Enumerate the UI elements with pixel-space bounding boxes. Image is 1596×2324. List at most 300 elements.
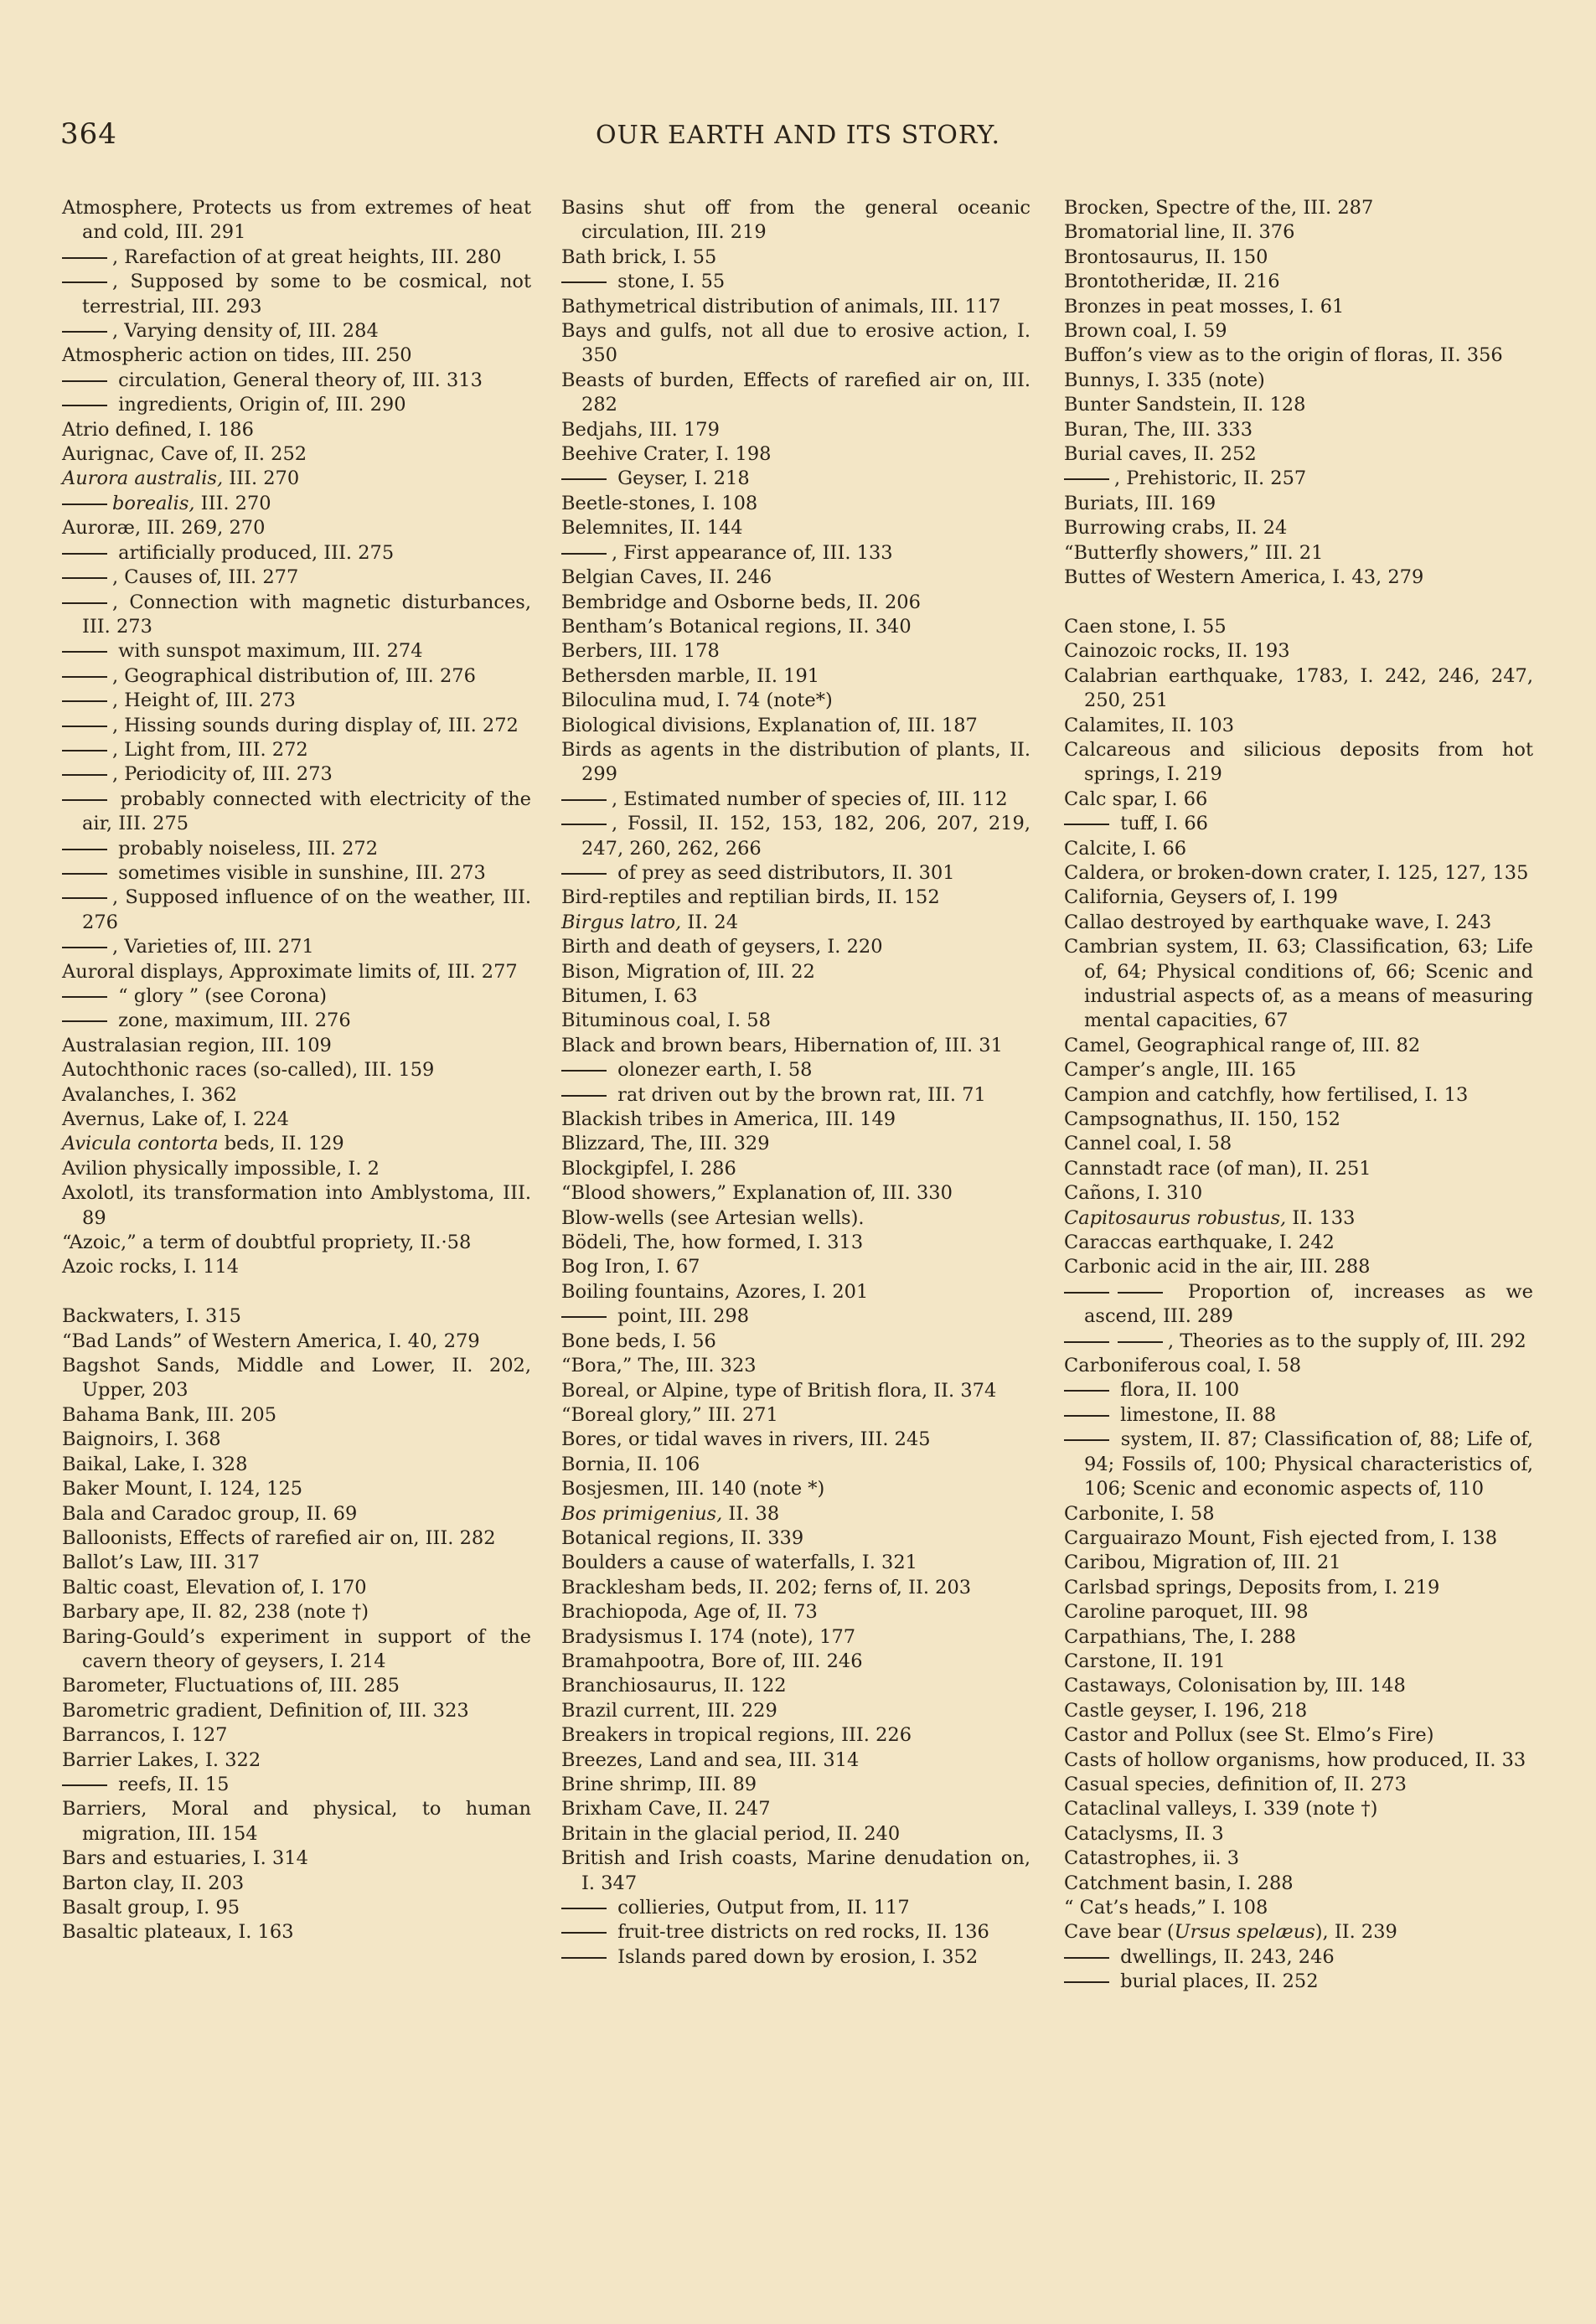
- italic-term: Aurora australis,: [62, 467, 224, 490]
- entry-text: Basins shut off from the general oceanic circulation, III. 219: [561, 197, 1030, 244]
- index-entry: [561, 1453, 1030, 1477]
- entry-text: of prey as seed distributors, II. 301: [612, 861, 955, 884]
- entry-text: ingredients, Origin of, III. 290: [112, 394, 406, 416]
- italic-term: Ursus spelæus: [1174, 1921, 1315, 1944]
- index-entry: [1064, 319, 1533, 343]
- index-entry: [62, 1920, 531, 1944]
- ditto-dash: [1118, 1292, 1163, 1294]
- index-entry: [1064, 1157, 1533, 1181]
- index-entry: [1064, 1551, 1533, 1575]
- index-entry: [62, 516, 531, 540]
- entry-text: Burial caves, II. 252: [1064, 443, 1257, 466]
- index-entry: [561, 1674, 1030, 1698]
- entry-text: Auroræ, III. 269, 270: [62, 517, 266, 540]
- index-entry: [561, 295, 1030, 319]
- index-entry: [62, 1009, 531, 1033]
- index-entry: [1064, 1206, 1533, 1231]
- index-entry: [561, 516, 1030, 540]
- italic-term: Birgus latro,: [561, 911, 682, 933]
- index-entry: [561, 1206, 1030, 1231]
- entry-text: Blackish tribes in America, III. 149: [561, 1108, 896, 1131]
- entry-text: Buriats, III. 169: [1064, 492, 1216, 514]
- ditto-dash: [561, 1070, 607, 1072]
- index-entry: [62, 714, 531, 738]
- entry-text: Barbary ape, II. 82, 238 (note †): [62, 1601, 369, 1624]
- entry-text: probably noiseless, III. 272: [112, 837, 379, 860]
- index-entry: [1064, 1403, 1533, 1428]
- index-entry: [1064, 1058, 1533, 1082]
- entry-text: artificially produced, III. 275: [112, 541, 395, 564]
- index-entry: [561, 1280, 1030, 1304]
- index-entry: [561, 639, 1030, 664]
- ditto-dash: [62, 257, 107, 259]
- entry-text: Boreal, or Alpine, type of British flora, II. 374: [561, 1379, 997, 1402]
- entry-text: Aurignac, Cave of, II. 252: [62, 443, 307, 466]
- entry-text: Brontotheridæ, II. 216: [1064, 271, 1280, 293]
- entry-text: “Azoic,” a term of doubtful propriety, II.·58: [62, 1232, 472, 1254]
- ditto-dash: [62, 774, 107, 776]
- entry-text: Casual species, definition of, II. 273: [1064, 1773, 1407, 1795]
- index-entry: [561, 1846, 1030, 1896]
- entry-text: Belgian Caves, II. 246: [561, 566, 772, 589]
- index-entry: [62, 369, 531, 393]
- entry-text: Caribou, Migration of, III. 21: [1064, 1552, 1341, 1574]
- index-entry: [1064, 220, 1533, 245]
- index-entry: [561, 1625, 1030, 1650]
- entry-text: , Theories as to the supply of, III. 292: [1168, 1330, 1526, 1352]
- entry-text: California, Geysers of, I. 199: [1064, 886, 1338, 909]
- index-entry: [1064, 1846, 1533, 1871]
- entry-text: , Prehistoric, II. 257: [1114, 467, 1307, 490]
- entry-text: Bitumen, I. 63: [561, 985, 698, 1007]
- ditto-dash: [1064, 1390, 1109, 1392]
- index-entry: [561, 1009, 1030, 1033]
- entry-text: Bog Iron, I. 67: [561, 1256, 700, 1278]
- index-entry: [62, 886, 531, 935]
- index-entry: [1064, 664, 1533, 714]
- entry-text: Blizzard, The, III. 329: [561, 1133, 770, 1155]
- index-entry: [561, 886, 1030, 910]
- ditto-dash: [561, 873, 607, 875]
- entry-text: Baring-Gould’s experiment in support of the cavern theory of geysers, I. 214: [62, 1625, 531, 1672]
- entry-text: , Supposed influence of on the weather, III. 276: [82, 886, 531, 933]
- entry-text: Beehive Crater, I. 198: [561, 443, 772, 466]
- index-entry: [1064, 1674, 1533, 1698]
- index-entry: [62, 1846, 531, 1871]
- index-entry: [561, 591, 1030, 615]
- entry-text: Backwaters, I. 315: [62, 1305, 241, 1328]
- entry-text: Calcite, I. 66: [1064, 837, 1187, 860]
- entry-text: , First appearance of, III. 133: [612, 541, 893, 564]
- index-entry: [62, 1083, 531, 1108]
- entry-text: Geyser, I. 218: [612, 467, 750, 490]
- ditto-dash: [1118, 1341, 1163, 1343]
- index-entry: [561, 984, 1030, 1009]
- index-entry: [62, 1625, 531, 1675]
- index-entry: [561, 812, 1030, 861]
- entry-text: Bedjahs, III. 179: [561, 418, 720, 441]
- index-entry: [1064, 1378, 1533, 1402]
- index-entry: [561, 738, 1030, 788]
- index-entry: [561, 1132, 1030, 1156]
- index-entry: [561, 1748, 1030, 1773]
- index-entry: [561, 467, 1030, 491]
- ditto-dash: [1064, 1439, 1109, 1441]
- entry-text: Camper’s angle, III. 165: [1064, 1059, 1297, 1082]
- ditto-dash: [62, 651, 107, 653]
- index-entry: [561, 418, 1030, 442]
- index-entry: [1064, 1723, 1533, 1748]
- entry-text: Atmosphere, Protects us from extremes of heat and cold, III. 291: [62, 197, 531, 244]
- index-entry: [561, 196, 1030, 245]
- entry-text: olonezer earth, I. 58: [612, 1059, 813, 1082]
- index-entry: [62, 738, 531, 762]
- entry-text: Ballot’s Law, III. 317: [62, 1552, 260, 1574]
- index-entry: [1064, 442, 1533, 467]
- entry-text: flora, II. 100: [1114, 1379, 1240, 1402]
- index-entry: [1064, 812, 1533, 836]
- ditto-dash: [62, 897, 107, 899]
- entry-text: Buffon’s view as to the origin of floras, II. 356: [1064, 344, 1503, 367]
- index-entry: [62, 319, 531, 343]
- entry-text: Branchiosaurus, II. 122: [561, 1675, 787, 1697]
- index-entry: [62, 1157, 531, 1181]
- entry-text: Biological divisions, Explanation of, III. 187: [561, 714, 978, 736]
- entry-text: Callao destroyed by earthquake wave, I. 243: [1064, 911, 1492, 933]
- ditto-dash: [561, 478, 607, 480]
- entry-text: Caldera, or broken-down crater, I. 125, 127, 135: [1064, 861, 1529, 884]
- entry-text: Breezes, Land and sea, III. 314: [561, 1748, 860, 1771]
- index-entry: [62, 1181, 531, 1231]
- entry-text: , Periodicity of, III. 273: [112, 763, 333, 786]
- entry-text: Bramahpootra, Bore of, III. 246: [561, 1650, 863, 1672]
- ditto-dash: [62, 750, 107, 751]
- entry-text: Beetle-stones, I. 108: [561, 492, 758, 514]
- index-entry: [561, 1797, 1030, 1821]
- index-entry: [1064, 935, 1533, 1034]
- index-entry: [1064, 196, 1533, 220]
- index-entry: [1064, 886, 1533, 910]
- ditto-dash: [62, 380, 107, 382]
- entry-text: Calabrian earthquake, 1783, I. 242, 246, 247, 250, 251: [1064, 664, 1533, 712]
- index-entry: [561, 566, 1030, 590]
- index-entry: [1064, 566, 1533, 590]
- index-entry: [1064, 1822, 1533, 1846]
- entry-text: Barton clay, II. 203: [62, 1872, 245, 1894]
- index-entry: [1064, 245, 1533, 270]
- index-entry: [561, 1034, 1030, 1058]
- index-entry: [561, 1403, 1030, 1428]
- index-entry: [561, 960, 1030, 984]
- entry-text: Cannel coal, I. 58: [1064, 1133, 1232, 1155]
- entry-text: Birth and death of geysers, I. 220: [561, 936, 883, 958]
- entry-text: Islands pared down by erosion, I. 352: [612, 1945, 979, 1968]
- entry-text: Carpathians, The, I. 288: [1064, 1625, 1296, 1648]
- ditto-dash: [561, 281, 607, 283]
- entry-text: Bembridge and Osborne beds, II. 206: [561, 591, 921, 613]
- index-column-2: [561, 196, 1030, 1970]
- italic-term: Bos primigenius,: [561, 1502, 723, 1525]
- index-entry: [62, 1477, 531, 1501]
- ditto-dash: [62, 849, 107, 850]
- ditto-dash: [1064, 1292, 1109, 1294]
- index-entry: [561, 1255, 1030, 1279]
- index-entry: [62, 664, 531, 689]
- entry-text: Avalanches, I. 362: [62, 1083, 237, 1106]
- index-entry: [561, 1723, 1030, 1748]
- index-entry: [62, 1551, 531, 1575]
- index-entry: [62, 343, 531, 368]
- entry-text: Bethersden marble, II. 191: [561, 664, 820, 687]
- ditto-dash: [62, 1020, 107, 1022]
- entry-text: Brixham Cave, II. 247: [561, 1798, 771, 1820]
- index-entry: [561, 1896, 1030, 1920]
- index-entry: [1064, 1083, 1533, 1108]
- index-entry: [561, 1600, 1030, 1624]
- entry-text: Barrancos, I. 127: [62, 1724, 228, 1747]
- entry-text: Proportion of, increases as we ascend, III. 289: [1084, 1280, 1533, 1328]
- index-entry: [561, 1428, 1030, 1452]
- entry-text: , Hissing sounds during display of, III. 272: [112, 714, 519, 736]
- index-entry: [561, 1379, 1030, 1403]
- entry-text: Bagshot Sands, Middle and Lower, II. 202, Upper, 203: [62, 1355, 531, 1402]
- ditto-dash: [1064, 1957, 1109, 1959]
- index-entry: [561, 788, 1030, 812]
- index-entry: [1064, 1428, 1533, 1501]
- index-entry: [62, 1034, 531, 1058]
- entry-text: “Butterfly showers,” III. 21: [1064, 541, 1324, 564]
- index-entry: [561, 1551, 1030, 1575]
- index-entry: [62, 1576, 531, 1600]
- index-entry: [62, 1108, 531, 1132]
- page-header: [60, 117, 1536, 159]
- index-entry: [561, 714, 1030, 738]
- entry-text: Carbonite, I. 58: [1064, 1502, 1215, 1525]
- entry-text: Bala and Caradoc group, II. 69: [62, 1502, 358, 1525]
- entry-text: Bone beds, I. 56: [561, 1330, 716, 1352]
- index-entry: [62, 1502, 531, 1526]
- index-entry: [62, 1773, 531, 1797]
- entry-text: II. 133: [1286, 1206, 1356, 1229]
- entry-text: Carlsbad springs, Deposits from, I. 219: [1064, 1576, 1440, 1598]
- entry-text: Catchment basin, I. 288: [1064, 1872, 1294, 1894]
- index-entry: [62, 861, 531, 886]
- index-entry: [1064, 393, 1533, 417]
- index-entry: [1064, 418, 1533, 442]
- entry-text: probably connected with electricity of the air, III. 275: [82, 788, 531, 835]
- ditto-dash: [1064, 1981, 1109, 1983]
- index-entry: [561, 1502, 1030, 1526]
- index-entry: [62, 1330, 531, 1354]
- italic-term: borealis,: [112, 492, 195, 514]
- index-entry: [62, 591, 531, 640]
- ditto-dash: [561, 824, 607, 825]
- index-entry: [1064, 1896, 1533, 1920]
- entry-text: Bentham’s Botanical regions, II. 340: [561, 615, 912, 638]
- entry-text: Atmospheric action on tides, III. 250: [62, 344, 412, 367]
- index-entry: [62, 270, 531, 319]
- index-entry: [62, 1600, 531, 1624]
- entry-text: Cataclysms, II. 3: [1064, 1822, 1224, 1845]
- ditto-dash: [1064, 1415, 1109, 1417]
- entry-text: Basalt group, I. 95: [62, 1897, 240, 1919]
- entry-text: Casts of hollow organisms, how produced, II. 33: [1064, 1748, 1526, 1771]
- entry-text: II. 24: [681, 911, 739, 933]
- ditto-dash: [62, 873, 107, 875]
- entry-text: Bathymetrical distribution of animals, III. 117: [561, 295, 1001, 318]
- index-entry: [1064, 1872, 1533, 1896]
- index-entry: [62, 1872, 531, 1896]
- entry-text: fruit-tree districts on red rocks, II. 136: [612, 1921, 989, 1944]
- index-entry: [1064, 1576, 1533, 1600]
- ditto-dash: [62, 947, 107, 948]
- entry-text: Brine shrimp, III. 89: [561, 1774, 757, 1795]
- ditto-dash: [561, 799, 607, 801]
- entry-text: “Bad Lands” of Western America, I. 40, 279: [62, 1330, 480, 1352]
- entry-text: Barrier Lakes, I. 322: [62, 1748, 261, 1771]
- index-entry: [561, 615, 1030, 639]
- index-entry: [1064, 1773, 1533, 1797]
- entry-text: Boulders a cause of waterfalls, I. 321: [561, 1552, 917, 1574]
- index-entry: [62, 1526, 531, 1551]
- entry-text: rat driven out by the brown rat, III. 71: [612, 1083, 986, 1106]
- index-entry: [561, 1945, 1030, 1970]
- index-entry: [561, 1650, 1030, 1674]
- entry-text: Biloculina mud, I. 74 (note*): [561, 689, 833, 712]
- entry-text: Castaways, Colonisation by, III. 148: [1064, 1675, 1406, 1697]
- index-entry: [561, 1526, 1030, 1551]
- ditto-dash: [62, 577, 107, 579]
- ditto-dash: [62, 676, 107, 678]
- index-entry: [561, 319, 1030, 369]
- entry-text: circulation, General theory of, III. 313: [112, 369, 483, 391]
- entry-text: Burrowing crabs, II. 24: [1064, 517, 1288, 540]
- entry-text: burial places, II. 252: [1114, 1970, 1319, 1993]
- entry-text: Birds as agents in the distribution of plants, II. 299: [561, 738, 1030, 786]
- entry-text: Atrio defined, I. 186: [62, 418, 254, 441]
- index-entry: [561, 1477, 1030, 1501]
- entry-text: sometimes visible in sunshine, III. 273: [112, 861, 486, 884]
- entry-text: “Boreal glory,” III. 271: [561, 1403, 778, 1426]
- entry-text: Cambrian system, II. 63; Classification, 63; Life of, 64; Physical conditions of, 66; Scenic and industrial aspects of, as a means of measuring mental capacities, 67: [1064, 936, 1533, 1032]
- index-entry: [1064, 1280, 1533, 1330]
- entry-text: Cave bear (: [1064, 1921, 1175, 1944]
- index-entry: [561, 1304, 1030, 1329]
- index-entry: [561, 1773, 1030, 1797]
- entry-text: Basaltic plateaux, I. 163: [62, 1921, 294, 1944]
- index-entry: [62, 984, 531, 1009]
- entry-text: Axolotl, its transformation into Amblystoma, III. 89: [62, 1182, 531, 1229]
- index-entry: [1064, 541, 1533, 566]
- index-entry: [1064, 1699, 1533, 1723]
- index-entry: [62, 1255, 531, 1279]
- index-entry: [62, 788, 531, 837]
- index-entry: [1064, 270, 1533, 294]
- index-entry: [62, 1132, 531, 1156]
- ditto-dash: [561, 553, 607, 555]
- entry-text: Cainozoic rocks, II. 193: [1064, 640, 1290, 663]
- entry-text: Azoic rocks, I. 114: [62, 1256, 240, 1278]
- index-entry: [1064, 1600, 1533, 1624]
- entry-text: Calcareous and silicious deposits from hot springs, I. 219: [1064, 738, 1533, 786]
- entry-text: Castle geyser, I. 196, 218: [1064, 1699, 1308, 1722]
- index-entry: [561, 935, 1030, 959]
- entry-text: Avilion physically impossible, I. 2: [62, 1157, 380, 1180]
- ditto-dash: [1064, 478, 1109, 480]
- entry-text: Bracklesham beds, II. 202; ferns of, II. 203: [561, 1576, 972, 1598]
- index-entry: [1064, 1132, 1533, 1156]
- index-entry: [561, 1231, 1030, 1255]
- index-entry: [62, 1723, 531, 1748]
- entry-text: Campion and catchfly, how fertilised, I. 13: [1064, 1083, 1469, 1106]
- entry-text: Brown coal, I. 59: [1064, 320, 1227, 343]
- entry-text: Camel, Geographical range of, III. 82: [1064, 1034, 1421, 1056]
- ditto-dash: [62, 700, 107, 702]
- index-entry: [1064, 1526, 1533, 1551]
- ditto-dash: [62, 405, 107, 406]
- index-entry: [561, 1699, 1030, 1723]
- entry-text: Avernus, Lake of, I. 224: [62, 1108, 289, 1131]
- entry-text: Botanical regions, II. 339: [561, 1526, 804, 1549]
- ditto-dash: [62, 1784, 107, 1786]
- index-entry: [1064, 1181, 1533, 1206]
- entry-text: stone, I. 55: [612, 271, 726, 293]
- index-entry: [561, 270, 1030, 294]
- entry-text: Baker Mount, I. 124, 125: [62, 1478, 303, 1500]
- index-entry: [1064, 467, 1533, 491]
- entry-text: Bahama Bank, III. 205: [62, 1403, 277, 1426]
- entry-text: Barometric gradient, Definition of, III. 323: [62, 1699, 469, 1722]
- entry-text: ), II. 239: [1315, 1921, 1397, 1944]
- entry-text: Beasts of burden, Effects of rarefied air on, III. 282: [561, 369, 1030, 416]
- index-entry: [561, 1108, 1030, 1132]
- ditto-dash: [62, 331, 107, 333]
- ditto-dash: [561, 1316, 607, 1318]
- index-entry: [1064, 837, 1533, 861]
- index-entry: [62, 1403, 531, 1428]
- ditto-dash: [62, 726, 107, 727]
- entry-text: Berbers, III. 178: [561, 640, 720, 663]
- index-entry: [561, 541, 1030, 566]
- entry-text: , Light from, III. 272: [112, 738, 308, 761]
- entry-text: with sunspot maximum, III. 274: [112, 640, 423, 663]
- entry-text: reefs, II. 15: [112, 1773, 230, 1795]
- entry-text: Blow-wells (see Artesian wells).: [561, 1206, 865, 1229]
- entry-text: Bituminous coal, I. 58: [561, 1010, 771, 1032]
- ditto-dash: [561, 1908, 607, 1909]
- index-columns: [62, 196, 1537, 2223]
- index-entry: [62, 1428, 531, 1452]
- entry-text: point, III. 298: [612, 1305, 750, 1328]
- entry-text: Brazil current, III. 229: [561, 1699, 777, 1722]
- index-entry: [62, 492, 531, 516]
- entry-text: Baignoirs, I. 368: [62, 1428, 221, 1451]
- index-entry: [1064, 1797, 1533, 1821]
- index-entry: [561, 1822, 1030, 1846]
- index-entry: [62, 393, 531, 417]
- index-entry: [62, 245, 531, 270]
- index-entry: [62, 689, 531, 713]
- index-entry: [62, 1699, 531, 1723]
- index-entry: [561, 442, 1030, 467]
- entry-text: Britain in the glacial period, II. 240: [561, 1822, 901, 1845]
- index-entry: [62, 1797, 531, 1846]
- entry-text: , Rarefaction of at great heights, III. 280: [112, 245, 502, 268]
- index-entry: [1064, 492, 1533, 516]
- entry-text: system, II. 87; Classification of, 88; Life of, 94; Fossils of, 100; Physical characteristics of, 106; Scenic and economic aspects of, 110: [1084, 1428, 1533, 1500]
- index-entry: [1064, 1330, 1533, 1354]
- entry-text: Carbonic acid in the air, III. 288: [1064, 1256, 1371, 1278]
